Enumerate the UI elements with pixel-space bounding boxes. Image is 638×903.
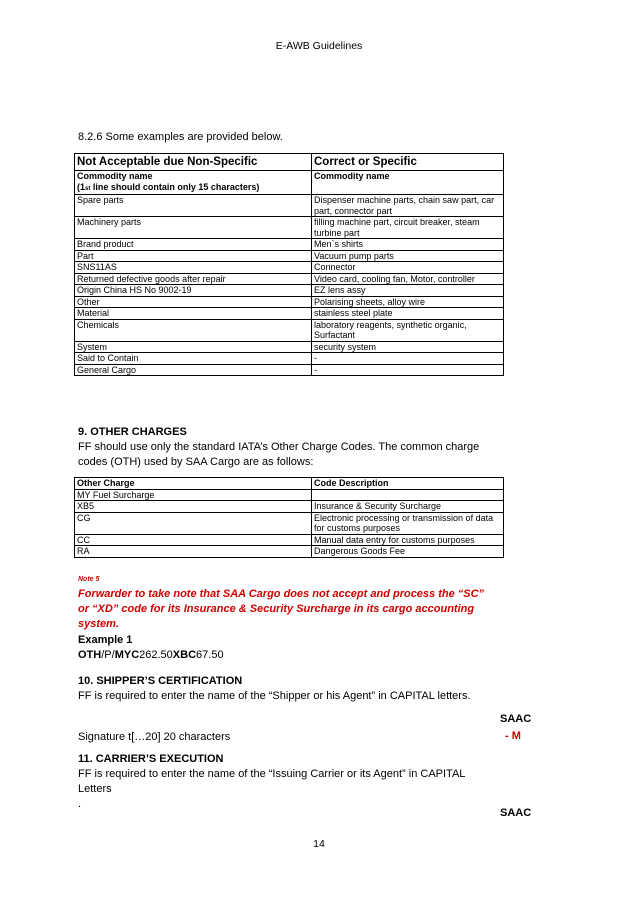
example-code: OTH/P/MYC262.50XBC67.50 bbox=[78, 649, 224, 661]
line-note: (1st line should contain only 15 characters) bbox=[77, 181, 260, 192]
table-cell: Connector bbox=[312, 262, 504, 274]
table-cell: Brand product bbox=[75, 239, 312, 251]
page-number: 14 bbox=[313, 838, 325, 850]
table-cell bbox=[312, 489, 504, 501]
table-row bbox=[75, 217, 504, 239]
table-cell: Manual data entry for customs purposes bbox=[312, 534, 504, 546]
table-header-row bbox=[75, 478, 504, 490]
table-cell: General Cargo bbox=[75, 364, 312, 376]
signature-text: Signature t[…20] 20 characters bbox=[78, 731, 231, 743]
note-label: Note 5 bbox=[78, 576, 100, 583]
table-subheader-row bbox=[75, 171, 504, 195]
table-row bbox=[75, 341, 504, 353]
table-cell: Returned defective goods after repair bbox=[75, 273, 312, 285]
section-shipper-certification bbox=[78, 674, 498, 704]
header-cell: Not Acceptable due Non-Specific bbox=[75, 154, 312, 171]
table-cell: RA bbox=[75, 546, 312, 558]
table-cell: Video card, cooling fan, Motor, controller bbox=[312, 273, 504, 285]
table-row bbox=[75, 250, 504, 262]
header-cell: Correct or Specific bbox=[312, 154, 504, 171]
header-cell: Other Charge bbox=[75, 478, 312, 490]
table-cell: XB5 bbox=[75, 501, 312, 513]
section-other-charges bbox=[78, 425, 498, 470]
table-cell: SNS11AS bbox=[75, 262, 312, 274]
table-row bbox=[75, 489, 504, 501]
table-row bbox=[75, 353, 504, 365]
trailing-dot: . bbox=[78, 798, 82, 810]
table-cell: Said to Contain bbox=[75, 353, 312, 365]
table-cell: Machinery parts bbox=[75, 217, 312, 239]
example-title: Example 1 bbox=[78, 634, 133, 646]
subheader-cell bbox=[75, 171, 312, 195]
table-cell: Polarising sheets, alloy wire bbox=[312, 296, 504, 308]
section-text: FF should use only the standard IATA’s Other Charge Codes. The common charge codes (OTH) used by SAA Cargo are as follows: bbox=[78, 441, 480, 468]
subheader-label: Commodity name bbox=[77, 171, 153, 181]
table-cell: Chemicals bbox=[75, 319, 312, 341]
table-cell: CG bbox=[75, 512, 312, 534]
table-cell: System bbox=[75, 341, 312, 353]
note-5-block bbox=[78, 572, 498, 632]
table-header-row bbox=[75, 154, 504, 171]
table-row bbox=[75, 273, 504, 285]
table-cell: stainless steel plate bbox=[312, 308, 504, 320]
table-cell: Spare parts bbox=[75, 195, 312, 217]
table-row bbox=[75, 239, 504, 251]
table-cell: Dispenser machine parts, chain saw part, car part, connector part bbox=[312, 195, 504, 217]
table-cell: Origin China HS No 9002-19 bbox=[75, 285, 312, 297]
saac-label: SAAC bbox=[500, 713, 532, 725]
table-row bbox=[75, 319, 504, 341]
table-cell: Vacuum pump parts bbox=[312, 250, 504, 262]
table-cell: laboratory reagents, synthetic organic, Surfactant bbox=[312, 319, 504, 341]
intro-text: 8.2.6 Some examples are provided below. bbox=[78, 131, 283, 143]
table-row bbox=[75, 296, 504, 308]
table-cell: CC bbox=[75, 534, 312, 546]
section-carrier-execution bbox=[78, 752, 498, 812]
commodity-table bbox=[74, 153, 504, 376]
table-cell: Other bbox=[75, 296, 312, 308]
table-cell: Part bbox=[75, 250, 312, 262]
table-cell: Dangerous Goods Fee bbox=[312, 546, 504, 558]
subheader-cell: Commodity name bbox=[312, 171, 504, 195]
table-cell: - bbox=[312, 364, 504, 376]
table-cell: Insurance & Security Surcharge bbox=[312, 501, 504, 513]
table-cell: security system bbox=[312, 341, 504, 353]
header-cell: Code Description bbox=[312, 478, 504, 490]
section-title: 11. CARRIER’S EXECUTION bbox=[78, 753, 224, 765]
table-cell: MY Fuel Surcharge bbox=[75, 489, 312, 501]
table-row bbox=[75, 512, 504, 534]
table-row bbox=[75, 308, 504, 320]
table-cell: filling machine part, circuit breaker, steam turbine part bbox=[312, 217, 504, 239]
saac-label: SAAC bbox=[500, 807, 532, 819]
note-text: Forwarder to take note that SAA Cargo does not accept and process the “SC” or “XD” code for its Insurance & Security Surcharge in its cargo accounting system. bbox=[78, 588, 485, 630]
section-title: 9. OTHER CHARGES bbox=[78, 426, 187, 438]
other-charges-table bbox=[74, 477, 504, 558]
table-row bbox=[75, 195, 504, 217]
table-cell: Men`s shirts bbox=[312, 239, 504, 251]
page-header: E-AWB Guidelines bbox=[275, 40, 363, 52]
table-cell: Electronic processing or transmission of data for customs purposes bbox=[312, 512, 504, 534]
section-text: FF is required to enter the name of the “Issuing Carrier or its Agent” in CAPITAL Letters bbox=[78, 768, 465, 795]
table-cell: Material bbox=[75, 308, 312, 320]
table-row bbox=[75, 285, 504, 297]
example-block bbox=[78, 633, 224, 663]
mandatory-marker: - M bbox=[505, 730, 521, 742]
section-title: 10. SHIPPER’S CERTIFICATION bbox=[78, 675, 243, 687]
table-row bbox=[75, 262, 504, 274]
table-row bbox=[75, 501, 504, 513]
table-row bbox=[75, 546, 504, 558]
table-row bbox=[75, 364, 504, 376]
section-text: FF is required to enter the name of the “Shipper or his Agent” in CAPITAL letters. bbox=[78, 690, 471, 702]
table-row bbox=[75, 534, 504, 546]
table-cell: - bbox=[312, 353, 504, 365]
table-cell: EZ lens assy bbox=[312, 285, 504, 297]
